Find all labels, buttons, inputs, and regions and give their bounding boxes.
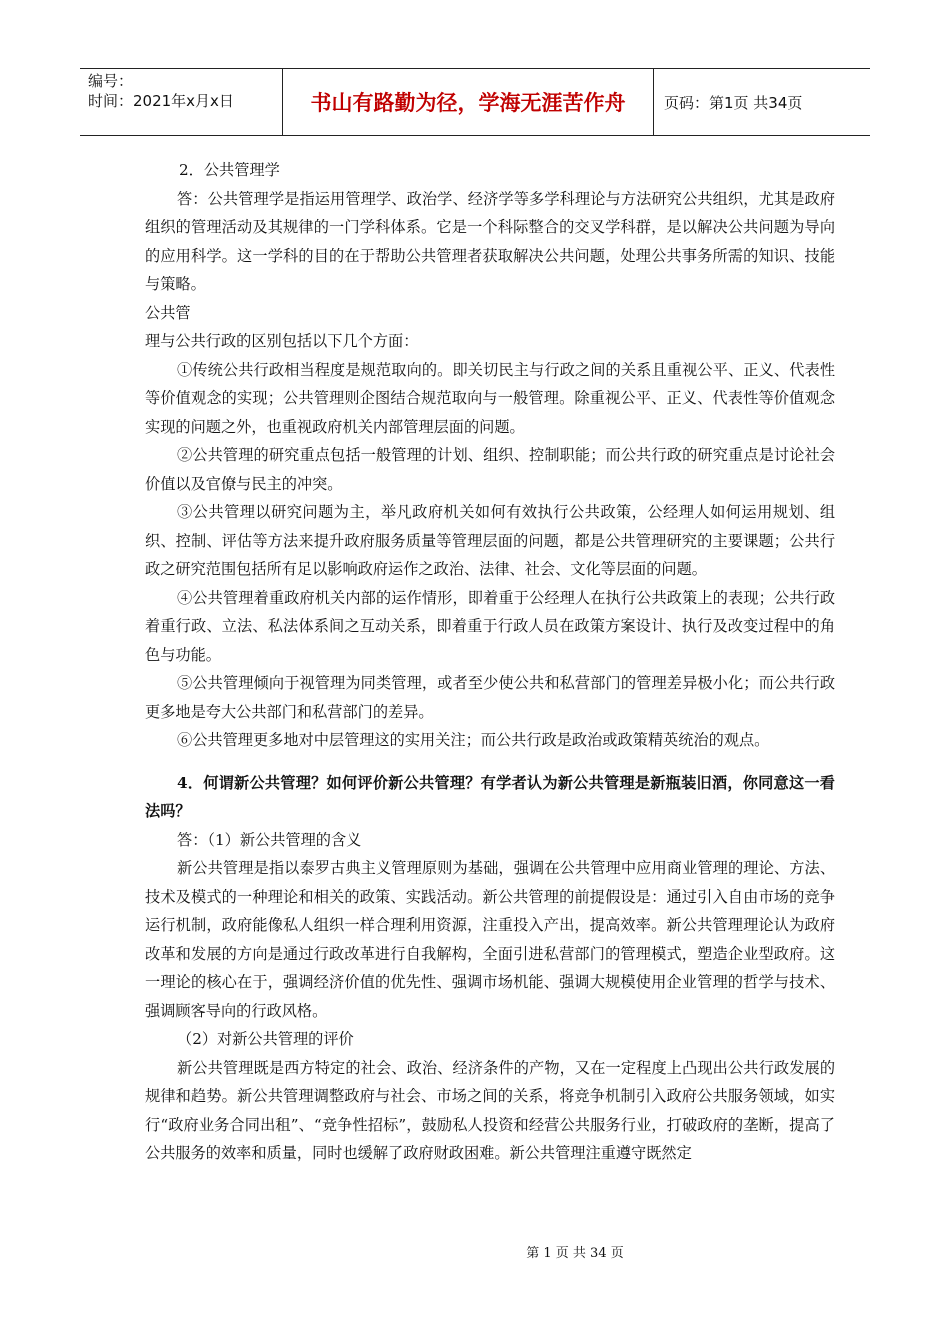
paragraph: 答：公共管理学是指运用管理学、政治学、经济学等多学科理论与方法研究公共组织，尤其是政府组织的管理活动及其规律的一门学科体系。它是一个科际整合的交叉学科群，是以解决公共问题为导向的应用科学。这一学科的目的在于帮助公共管理者获取解决公共问题，处理公共事务所需的知识、技能与策略。 <box>145 189 835 293</box>
paragraph: 新公共管理既是西方特定的社会、政治、经济条件的产物，又在一定程度上凸现出公共行政发展的规律和趋势。新公共管理调整政府与社会、市场之间的关系，将竞争机制引入政府公共服务领域，如实行“政府业务合同出租”、“竞争性招标”，鼓励私人投资和经营公共服务行业，打破政府的垄断，提高了公共服务的效率和质量，同时也缓解了政府财政困难。新公共管理注重遵守既然定 <box>145 1058 835 1162</box>
list-item: ④公共管理着重政府机关内部的运作情形，即着重于公经理人在执行公共政策上的表现；公共行政着重行政、立法、私法体系间之互动关系，即着重于行政人员在政策方案设计、执行及改变过程中的角色与功能。 <box>145 588 835 664</box>
document-number: 编号： <box>88 72 134 90</box>
list-item: ③公共管理以研究问题为主，举凡政府机关如何有效执行公共政策，公经理人如何运用规划、组织、控制、评估等方法来提升政府服务质量等管理层面的问题，都是公共管理研究的主要课题；公共行政之研究范围包括所有足以影响政府运作之政治、法律、社会、文化等层面的问题。 <box>145 503 835 578</box>
header-table <box>80 68 870 136</box>
document-body <box>145 156 835 1168</box>
subheading: （2）对新公共管理的评价 <box>177 1030 354 1048</box>
list-item: ⑥公共管理更多地对中层管理这的实用关注；而公共行政是政治或政策精英统治的观点。 <box>177 731 770 749</box>
list-item: ②公共管理的研究重点包括一般管理的计划、组织、控制职能；而公共行政的研究重点是讨论社会价值以及官僚与民主的冲突。 <box>145 446 835 493</box>
question-heading: 4．何谓新公共管理？如何评价新公共管理？有学者认为新公共管理是新瓶装旧酒，你同意这一看法吗？ <box>145 773 835 820</box>
document-time: 时间：2021年x月x日 <box>88 92 234 110</box>
paragraph-fragment: 公共管 <box>145 303 191 322</box>
header-motto: 书山有路勤为径，学海无涯苦作舟 <box>282 69 654 135</box>
header-page-info: 页码：第1页 共34页 <box>664 93 803 112</box>
list-item: ①传统公共行政相当程度是规范取向的。即关切民主与行政之间的关系且重视公平、正义、代表性等价值观念的实现；公共管理则企图结合规范取向与一般管理。除重视公平、正义、代表性等价值观念实现的问题之外，也重视政府机关内部管理层面的问题。 <box>145 360 835 436</box>
header-meta <box>80 69 282 135</box>
page-footer: 第 1 页 共 34 页 <box>526 1246 624 1261</box>
list-item: ⑤公共管理倾向于视管理为同类管理，或者至少使公共和私营部门的管理差异极小化；而公共行政更多地是夸大公共部门和私营部门的差异。 <box>145 674 835 721</box>
section-heading: 2．公共管理学 <box>179 161 280 179</box>
answer-label: 答：（1）新公共管理的含义 <box>177 830 362 849</box>
paragraph: 新公共管理是指以泰罗古典主义管理原则为基础，强调在公共管理中应用商业管理的理论、方法、技术及模式的一种理论和相关的政策、实践活动。新公共管理的前提假设是：通过引入自由市场的竞争运行机制，政府能像私人组织一样合理利用资源，注重投入产出，提高效率。新公共管理理论认为政府改革和发展的方向是通过行政改革进行自我解构，全面引进私营部门的管理模式，塑造企业型政府。这一理论的核心在于，强调经济价值的优先性、强调市场机能、强调大规模使用企业管理的哲学与技术、强调顾客导向的行政风格。 <box>145 859 835 1020</box>
paragraph-intro: 理与公共行政的区别包括以下几个方面： <box>145 332 419 350</box>
